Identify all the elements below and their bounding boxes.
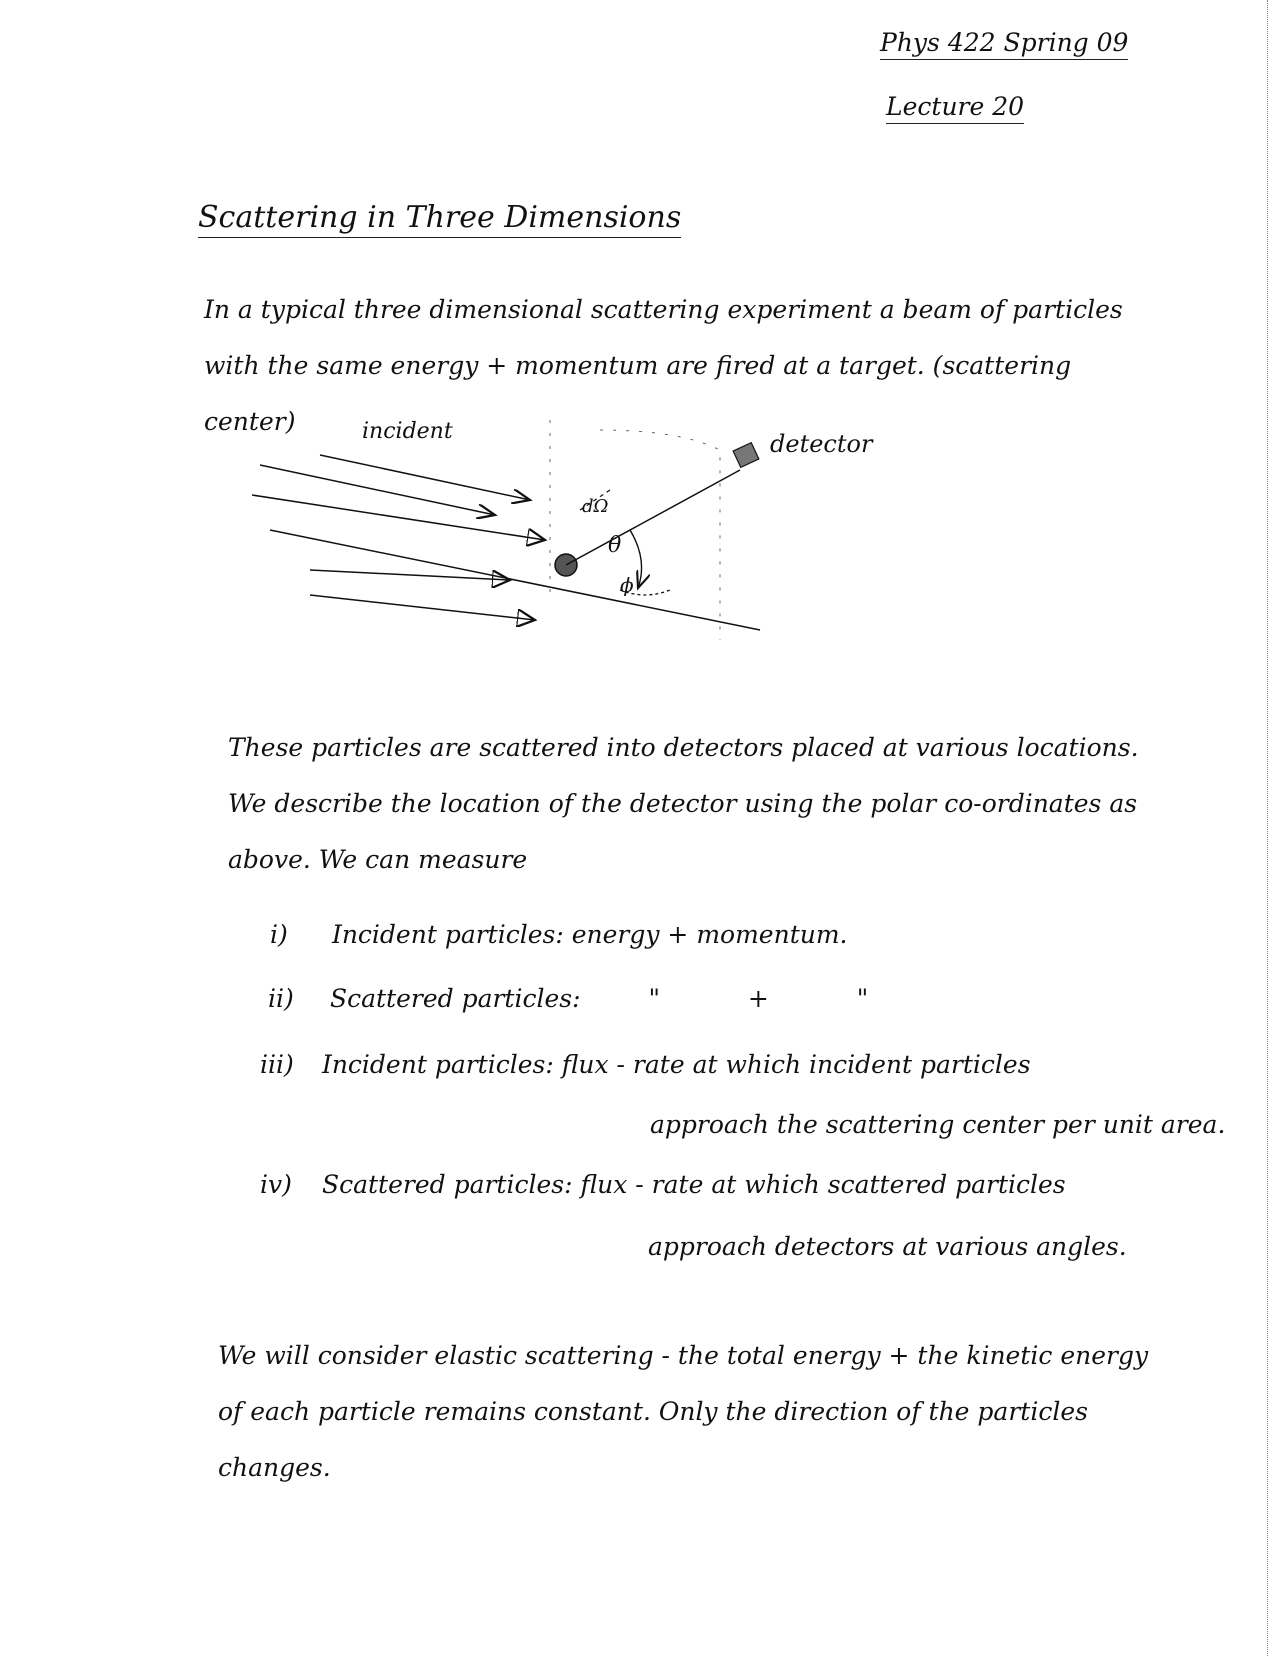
list-item bbox=[260, 1170, 1066, 1199]
incident-beam-lines bbox=[252, 455, 760, 630]
list-item-continuation: approach detectors at various angles. bbox=[648, 1232, 1127, 1261]
list-item-text: flux - rate at which incident particles bbox=[561, 1050, 1031, 1079]
intro-paragraph: In a typical three dimensional scattering experiment a beam of particles with the same energy + momentum are fired at a target. (scattering center) bbox=[204, 295, 1123, 436]
beam-line bbox=[310, 595, 535, 620]
beam-line bbox=[252, 495, 545, 540]
list-item-label: Scattered particles: bbox=[321, 1170, 573, 1199]
list-item bbox=[270, 920, 848, 949]
list-item-continuation: approach the scattering center per unit area. bbox=[650, 1110, 1226, 1139]
theta-label: θ bbox=[608, 533, 622, 558]
page-title: Scattering in Three Dimensions bbox=[198, 200, 681, 238]
measurement-paragraph: These particles are scattered into detectors placed at various locations. We describe the location of the detector using the polar co-ordinates as above. We can measure bbox=[228, 733, 1139, 874]
detector-icon bbox=[733, 443, 759, 468]
list-item-number: iii) bbox=[260, 1050, 294, 1079]
list-item bbox=[260, 1050, 1031, 1079]
phi-label: ϕ bbox=[620, 573, 634, 597]
beam-axis-line bbox=[270, 530, 760, 630]
incident-label: incident bbox=[362, 420, 453, 444]
list-item-label: Incident particles: bbox=[331, 920, 564, 949]
list-item-label: Scattered particles: bbox=[329, 984, 581, 1013]
course-header: Phys 422 Spring 09 bbox=[880, 28, 1128, 60]
list-item-text: energy + momentum. bbox=[571, 920, 848, 949]
lecture-number: Lecture 20 bbox=[886, 92, 1024, 124]
beam-line bbox=[320, 455, 530, 500]
solid-angle-label: dΩ bbox=[582, 496, 609, 517]
detector-label: detector bbox=[770, 430, 873, 458]
list-item-number: i) bbox=[270, 920, 288, 949]
beam-line bbox=[260, 465, 495, 515]
scattering-diagram bbox=[250, 420, 930, 700]
elastic-scattering-paragraph: We will consider elastic scattering - the total energy + the kinetic energy of each particle remains constant. Only the direction of the particles changes. bbox=[218, 1341, 1149, 1482]
page-edge-dotted-line bbox=[1267, 0, 1268, 1656]
list-item-number: iv) bbox=[260, 1170, 292, 1199]
scattered-ray bbox=[566, 470, 740, 565]
list-item-number: ii) bbox=[268, 984, 294, 1013]
beam-line bbox=[310, 570, 510, 580]
list-item-text: flux - rate at which scattered particles bbox=[580, 1170, 1066, 1199]
list-item bbox=[268, 984, 908, 1013]
list-item-label: Incident particles: bbox=[321, 1050, 554, 1079]
list-item-ditto: " + " bbox=[648, 984, 909, 1013]
